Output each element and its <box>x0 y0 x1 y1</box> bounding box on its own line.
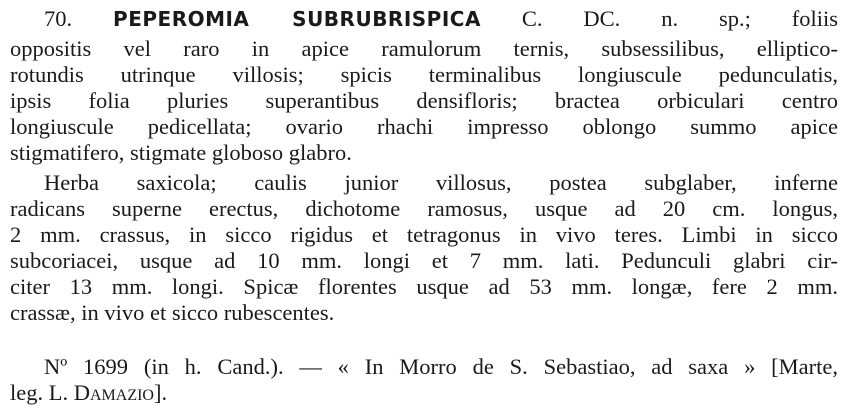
collector-name-rest: amazio <box>89 380 154 405</box>
description-line: stigmatifero, stigmate globoso glabro. <box>10 140 352 165</box>
specimen-collector-line <box>10 380 838 406</box>
description-line: oppositis vel raro in apice ramulorum ternis, subsessilibus, elliptico- <box>10 36 838 61</box>
collector-prefix: leg. L. <box>10 380 74 405</box>
description-line: ipsis folia pluries superantibus densifloris; bractea orbiculari centro <box>10 88 838 113</box>
description-line: longiuscule pedicellata; ovario rhachi impresso oblongo summo apice <box>10 114 838 139</box>
collector-initial: D <box>73 380 90 405</box>
description-line: rotundis utrinque villosis; spicis terminalibus longiuscule pedunculatis, <box>10 62 838 87</box>
species-author: C. DC. n. sp.; foliis <box>521 6 839 31</box>
habit-line: radicans superne erectus, dichotome ramosus, usque ad 20 cm. longus, <box>10 196 838 221</box>
collector-suffix: ]. <box>153 380 168 405</box>
specimen-citation-line: Nº 1699 (in h. Cand.). — « In Morro de S. Sebastiao, ad saxa » [Marte, <box>44 354 838 379</box>
entry-number: 70. <box>44 6 73 31</box>
habit-line: citer 13 mm. longi. Spicæ florentes usque ad 53 mm. longæ, fere 2 mm. <box>10 274 838 299</box>
species-name: PEPEROMIA SUBRUBRISPICA <box>113 7 481 31</box>
habit-line: Herba saxicola; caulis junior villosus, postea subglaber, inferne <box>44 170 838 195</box>
habit-line: subcoriacei, usque ad 10 mm. longi et 7 mm. lati. Pedunculi glabri cir- <box>10 248 838 273</box>
species-heading-line <box>44 6 838 32</box>
habit-line: crassæ, in vivo et sicco rubescentes. <box>10 300 335 325</box>
habit-line: 2 mm. crassus, in sicco rigidus et tetragonus in vivo teres. Limbi in sicco <box>10 222 838 247</box>
